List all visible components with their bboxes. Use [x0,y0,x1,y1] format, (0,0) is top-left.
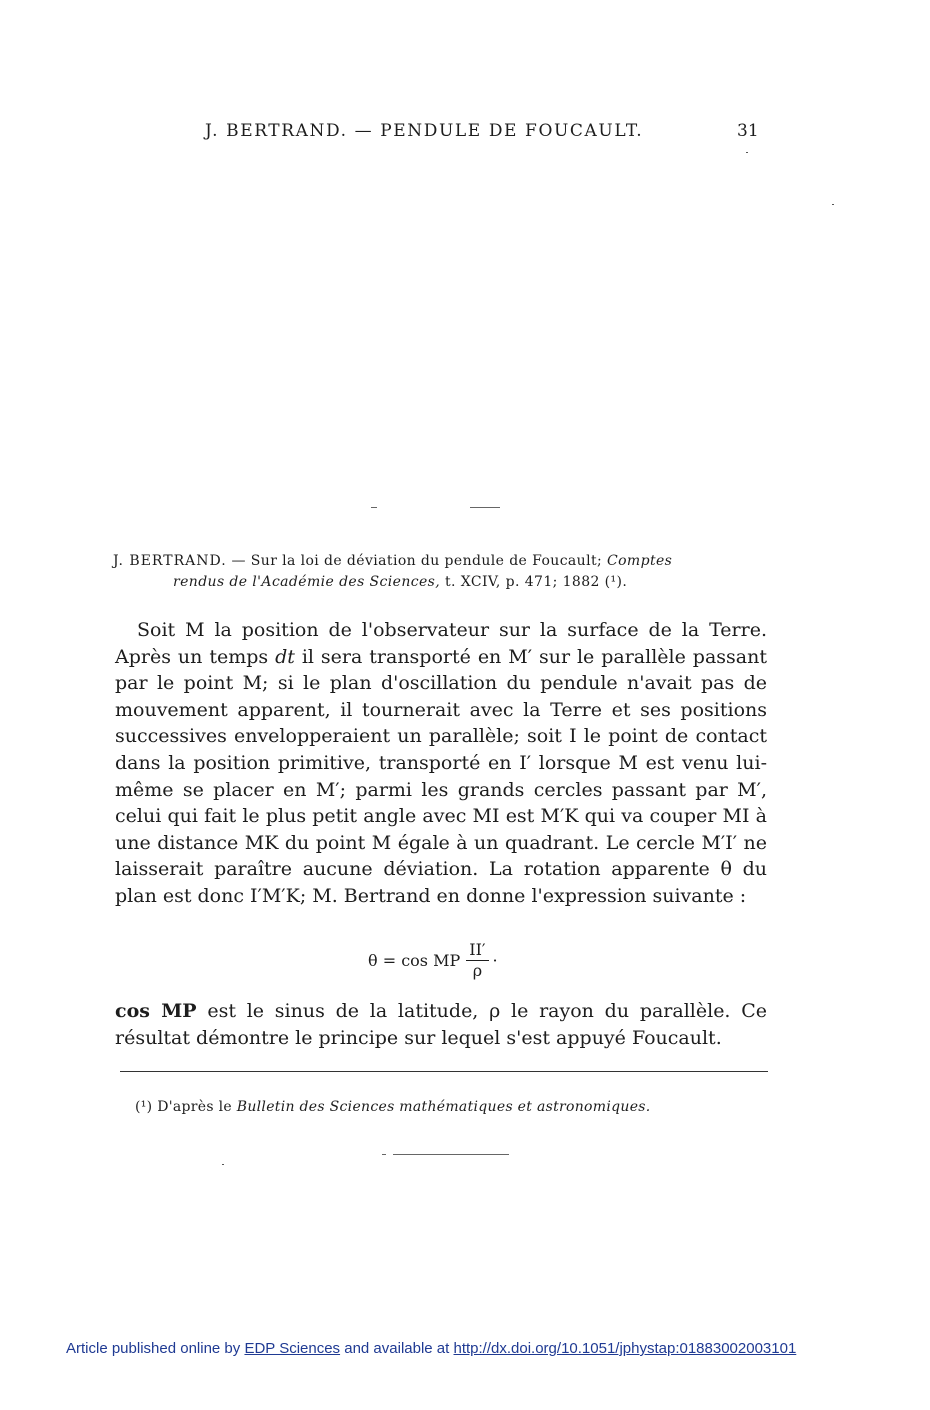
edp-sciences-link[interactable]: EDP Sciences [244,1340,341,1357]
reference-line-2 [113,572,773,593]
main-paragraph [115,617,767,910]
footnote-divider [120,1071,768,1072]
formula-numerator: II′ [466,940,488,961]
section-separator [371,507,377,508]
end-separator [382,1154,386,1155]
formula-denominator: ρ [472,961,483,980]
conclusion-text [115,998,767,1051]
running-title: J. BERTRAND. — PENDULE DE FOUCAULT. [205,121,644,141]
footnote-source: Bulletin des Sciences mathématiques et astronomiques. [236,1099,651,1115]
section-separator [470,507,500,508]
reference-details: t. XCIV, p. 471; 1882 (¹). [444,574,628,590]
dt-symbol: dt [275,645,295,668]
page-number: 31 [737,121,759,141]
end-separator [393,1154,509,1155]
paragraph-1-part-b: il sera transporté en M′ sur le parallèle passant par le point M; si le plan d'oscillation du pendule n'avait pas de mouvement apparent, il tournerait avec la Terre et ses positions successives envelopperaient un parallèle; soit I le point de contact dans la position primitive, transporté en I′ lorsque M est venu lui-même se placer en M′; parmi les grands cercles passant par M′, celui qui fait le plus petit angle avec MI est M′K qui va couper MI à une distance MK du point M égale à un quadrant. Le cercle M′I′ ne laisserait paraître aucune déviation. La rotation apparente θ du plan est donc I′M′K; M. Bertrand en donne l'expression suivante : [115,645,767,907]
reference-line-1 [113,551,773,572]
reference-dash: — [231,553,246,569]
formula-end: · [492,951,498,970]
reference-author: J. BERTRAND. [113,553,227,569]
doi-link[interactable]: http://dx.doi.org/10.1051/jphystap:01883002003101 [453,1340,797,1357]
publication-footer [66,1340,796,1357]
footnote-prefix: D'après le [157,1099,232,1115]
paragraph-1 [115,617,767,910]
bibliographic-reference [113,551,773,593]
footer-prefix: Article published online by [66,1340,241,1357]
footnote-marker: (¹) [135,1099,153,1115]
formula-theta [368,940,498,981]
scan-speck [832,204,834,205]
scan-speck [222,1164,224,1165]
conclusion-paragraph [115,998,767,1051]
reference-title: Sur la loi de déviation du pendule de Foucault; [250,553,603,569]
reference-journal-part1: Comptes [606,553,673,569]
footer-middle: and available at [344,1340,450,1357]
formula-fraction [466,940,488,981]
footnote [135,1099,651,1115]
conclusion-body: est le sinus de la latitude, ρ le rayon du parallèle. Ce résultat démontre le principe sur lequel s'est appuyé Foucault. [115,1000,768,1049]
formula-lhs: θ = cos MP [368,951,461,970]
scan-speck [746,152,748,153]
paragraph-1-part-a: Soit M la position de l'observateur sur la surface de la Terre. Après un temps [115,619,767,668]
reference-journal-part2: rendus de l'Académie des Sciences, [173,574,441,590]
conclusion-lead: cos MP [115,1000,197,1022]
